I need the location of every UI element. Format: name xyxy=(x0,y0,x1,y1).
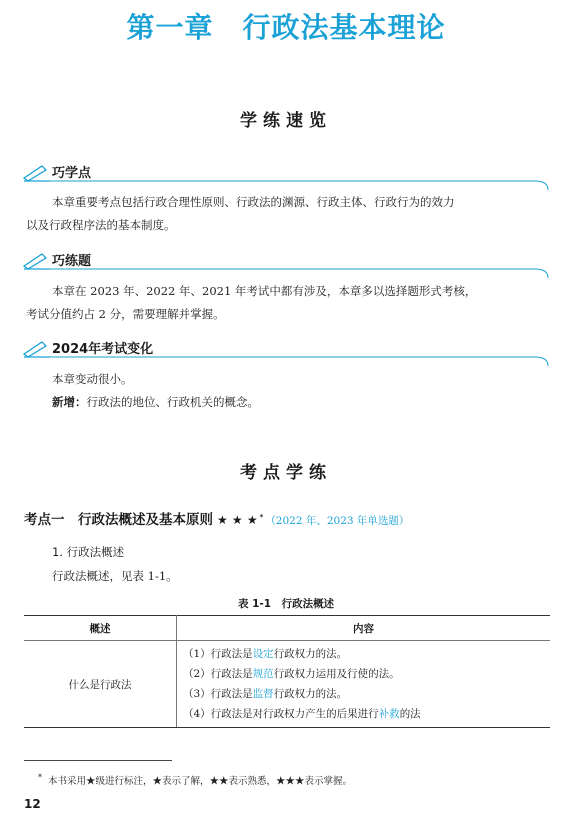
table-header-content: 内容 xyxy=(177,616,551,641)
highlight-term: 监督 xyxy=(252,688,274,700)
subsection-title-exam-changes: 2024年考试变化 xyxy=(52,342,154,357)
star-rating: ★ ★ ★ xyxy=(217,513,258,527)
content-line-4: （4）行政法是对行政权力产生的后果进行补救的法 xyxy=(183,708,421,720)
divider-line-1 xyxy=(50,181,548,190)
content-line-2: （2）行政法是规范行政权力运用及行使的法。 xyxy=(183,668,400,680)
content-line-3: （3）行政法是监督行政权力的法。 xyxy=(183,688,348,700)
pen-icon-1 xyxy=(24,166,50,181)
pen-icon-2 xyxy=(24,254,50,269)
footnote-text: 本书采用★级进行标注，★表示了解，★★表示熟悉，★★★表示掌握。 xyxy=(48,776,353,788)
subsection-body-2-line-1: 本章在 2023 年、2022 年、2021 年考试中都有涉及，本章多以选择题形式考核， xyxy=(52,284,477,298)
table-row xyxy=(24,641,550,728)
highlight-term: 设定 xyxy=(252,648,274,660)
chapter-title: 第一章 行政法基本理论 xyxy=(126,11,446,44)
highlight-term: 补救 xyxy=(378,708,400,720)
highlight-term: 规范 xyxy=(252,668,274,680)
table-content-cell xyxy=(177,641,551,728)
subsection-body-2-line-2: 考试分值约占 2 分，需要理解并掌握。 xyxy=(26,307,225,321)
item-text: 行政法概述，见表 1-1。 xyxy=(52,569,178,583)
exam-tag: （2022 年、2023 年单选题） xyxy=(265,515,410,527)
table-caption: 表 1-1 行政法概述 xyxy=(237,598,335,610)
footnote-marker: * xyxy=(259,512,264,521)
new-text: 行政法的地位、行政机关的概念。 xyxy=(86,395,259,409)
practice-heading: 考点学练 xyxy=(240,463,332,483)
page-number: 12 xyxy=(24,797,41,811)
subsection-body-3-line-1: 本章变动很小。 xyxy=(52,372,133,386)
table-header-overview: 概述 xyxy=(24,616,177,641)
subsection-title-qiaoxuedian: 巧学点 xyxy=(52,166,92,181)
divider-line-3 xyxy=(50,357,548,366)
table-header-row xyxy=(24,616,550,641)
subsection-title-qiaolianti: 巧练题 xyxy=(52,254,92,269)
divider-line-2 xyxy=(50,269,548,278)
overview-heading: 学练速览 xyxy=(240,111,332,131)
table-row-label: 什么是行政法 xyxy=(24,641,177,728)
key-point-label: 考点一 行政法概述及基本原则 xyxy=(24,512,213,528)
subsection-body-1-line-2: 以及行政程序法的基本制度。 xyxy=(26,218,176,232)
pen-icon-3 xyxy=(24,342,50,357)
footnote-marker-bottom: * xyxy=(38,773,42,782)
subsection-body-1-line-1: 本章重要考点包括行政合理性原则、行政法的渊源、行政主体、行政行为的效力 xyxy=(52,195,455,209)
key-point-title xyxy=(24,508,409,528)
subsection-body-3-line-2 xyxy=(52,390,259,414)
footnote xyxy=(38,773,352,787)
new-label: 新增： xyxy=(52,395,87,409)
overview-table xyxy=(24,615,550,728)
item-title: 1. 行政法概述 xyxy=(52,545,125,559)
content-line-1: （1）行政法是设定行政权力的法。 xyxy=(183,648,348,660)
footnote-rule xyxy=(24,760,172,761)
